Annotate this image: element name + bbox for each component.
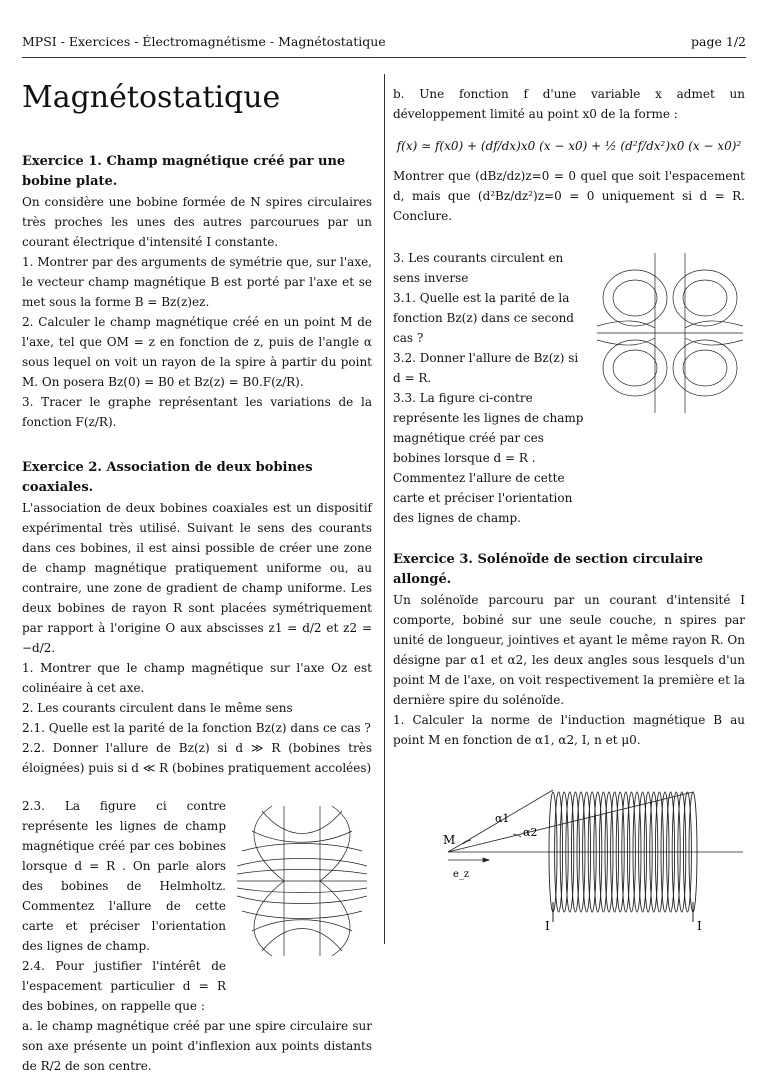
ex1-title: Exercice 1. Champ magnétique créé par une bobine plate. xyxy=(22,154,346,189)
header-rule xyxy=(22,57,746,58)
page-title: Magnétostatique xyxy=(22,80,281,115)
helmholtz-block xyxy=(22,796,372,1016)
ex2-qa: a. le champ magnétique créé par une spire circulaire sur son axe présente un point d'inflexion aux points distants de R/2 de son centre. xyxy=(22,1019,372,1073)
ex2-q23: 2.3. La figure ci contre représente les lignes de champ magnétique créé par ces bobines lorsque d = R . On parle alors des bobines de Helmholtz. Commentez l'allure de cette carte et préciser l'orientation des lignes de champ. xyxy=(22,799,226,953)
point-M-label: M xyxy=(443,833,456,847)
header-left: MPSI - Exercices - Électromagnétisme - Magnétostatique xyxy=(22,34,386,49)
ex1-q3: 3. Tracer le graphe représentant les variations de la fonction F(z/R). xyxy=(22,395,372,429)
ex2-intro: L'association de deux bobines coaxiales est un dispositif expérimental très utilisé. Suivant le sens des courants dans ces bobines, il est ainsi possible de créer une zone de champ magnétique pratiquement uniforme ou, au contraire, une zone de gradient de champ uniforme. Les deux bobines de rayon R sont placées symétriquement par rapport à l'origine O aux abscisses z1 = d/2 et z2 = −d/2. xyxy=(22,501,372,655)
helmholtz-field-lines-figure xyxy=(232,796,372,966)
right-column xyxy=(393,84,745,958)
taylor-formula: f(x) ≃ f(x0) + (df/dx)x0 (x − x0) + ½ (d²f/dx²)x0 (x − x0)² xyxy=(396,139,742,153)
anti-helmholtz-block xyxy=(393,248,745,528)
ex3-intro: Un solénoïde parcouru par un courant d'intensité I comporte, bobiné sur une seule couche, n spires par unité de longueur, jointives et ayant le même rayon R. On désigne par α1 et α2, les deux angles sous lesquels d'un point M de l'axe, on voit respectivement la première et la dernière spire du solénoïde. xyxy=(393,593,745,707)
page-header xyxy=(22,34,746,49)
solenoid-figure xyxy=(393,762,743,952)
ex2-q32: 3.2. Donner l'allure de Bz(z) si d = R. xyxy=(393,351,579,385)
ex2-qb: b. Une fonction f d'une variable x admet un développement limité au point x0 de la forme : xyxy=(393,87,745,121)
ex2-q1: 1. Montrer que le champ magnétique sur l'axe Oz est colinéaire à cet axe. xyxy=(22,661,372,695)
alpha2-label: α2 xyxy=(523,826,538,839)
ex2-q22: 2.2. Donner l'allure de Bz(z) si d ≫ R (bobines très éloignées) puis si d ≪ R (bobines pratiquement accolées) xyxy=(22,741,372,775)
ex1-q1: 1. Montrer par des arguments de symétrie que, sur l'axe, le vecteur champ magnétique B est porté par l'axe et se met sous la forme B = Bz(z)ez. xyxy=(22,255,372,309)
ex3-title: Exercice 3. Solénoïde de section circulaire allongé. xyxy=(393,552,704,587)
left-column xyxy=(22,76,372,1076)
ex1-q2: 2. Calculer le champ magnétique créé en un point M de l'axe, tel que OM = z en fonction de z, puis de l'angle α sous lequel on voit un rayon de la spire à partir du point M. On posera Bz(0) = B0 et Bz(z) = B0.F(z/R). xyxy=(22,315,372,389)
ex2-q21: 2.1. Quelle est la parité de la fonction Bz(z) dans ce cas ? xyxy=(22,721,371,735)
current-in-label: I xyxy=(545,919,550,933)
ex2-title: Exercice 2. Association de deux bobines coaxiales. xyxy=(22,460,313,495)
ex1-intro: On considère une bobine formée de N spires circulaires très proches les unes des autres parcourues par un courant électrique d'intensité I constante. xyxy=(22,195,372,249)
column-divider xyxy=(384,74,385,944)
ex2-qb2: Montrer que (dBz/dz)z=0 = 0 quel que soit l'espacement d, mais que (d²Bz/dz²)z=0 = 0 uniquement si d = R. Conclure. xyxy=(393,169,745,223)
ex3-q1: 1. Calculer la norme de l'induction magnétique B au point M en fonction de α1, α2, I, n et μ0. xyxy=(393,713,745,747)
ez-label: e_z xyxy=(453,869,470,880)
anti-helmholtz-field-lines-figure xyxy=(595,248,745,418)
ex2-q3: 3. Les courants circulent en sens inverse xyxy=(393,251,564,285)
current-out-label: I xyxy=(697,919,702,933)
ex2-q31: 3.1. Quelle est la parité de la fonction Bz(z) dans ce second cas ? xyxy=(393,291,574,345)
ex2-q24: 2.4. Pour justifier l'intérêt de l'espacement particulier d = R des bobines, on rappelle que : xyxy=(22,959,226,1013)
ex2-q33: 3.3. La figure ci-contre représente les lignes de champ magnétique créé par ces bobines lorsque d = R . Commentez l'allure de cette carte et préciser l'orientation des lignes de champ. xyxy=(393,391,584,525)
ex2-q2: 2. Les courants circulent dans le même sens xyxy=(22,701,293,715)
page-number: page 1/2 xyxy=(691,34,746,49)
alpha1-label: α1 xyxy=(495,812,510,825)
